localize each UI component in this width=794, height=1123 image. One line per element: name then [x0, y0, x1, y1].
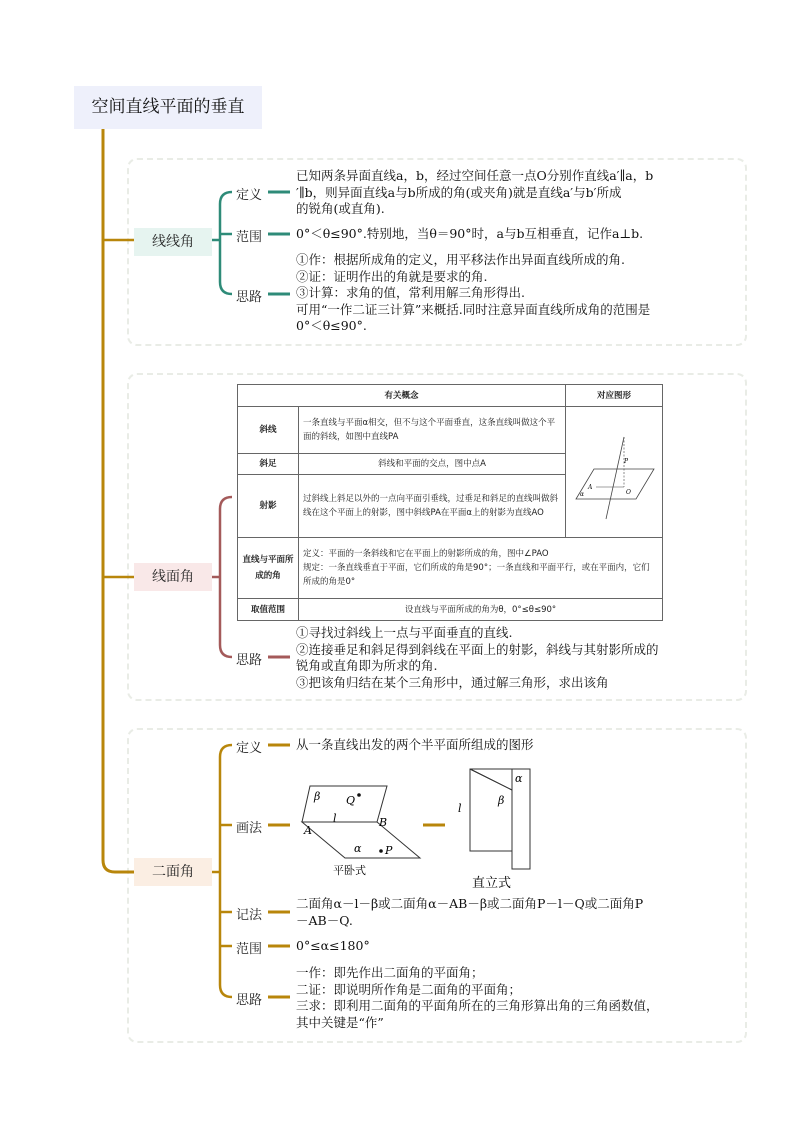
label-definition: 定义: [236, 741, 263, 756]
text-line: 二面角α－l－β或二面角α－AB－β或二面角P－l－Q或二面角P: [296, 896, 644, 911]
fig-label-o: O: [626, 489, 631, 496]
node-line-plane-angle: 线面角: [134, 563, 212, 591]
fig-label-p: P: [624, 458, 629, 465]
table-key: 直线与平面所成的角: [238, 538, 299, 599]
table-key: 射影: [238, 475, 299, 538]
text-line: ②连接垂足和斜足得到斜线在平面上的射影，斜线与其射影所成的: [296, 641, 659, 657]
text-line: 其中关键是“作”: [296, 1014, 384, 1030]
table-value-line: 定义：平面的一条斜线和它在平面上的射影所成的角，图中∠PAO: [303, 549, 549, 559]
text-line: ③计算：求角的值，常利用解三角形得出.: [296, 285, 525, 300]
label-definition: 定义: [236, 188, 263, 203]
text-idea: [296, 965, 659, 1031]
fig-label-alpha: α: [515, 772, 523, 785]
text-line: 锐角或直角即为所求的角.: [296, 658, 438, 673]
text-line: ①作：根据所成角的定义，用平移法作出异面直线所成的角.: [296, 252, 625, 267]
table-key: 取值范围: [238, 599, 299, 621]
table-header: 对应图形: [566, 385, 663, 407]
table-value: 斜线和平面的交点，图中点A: [299, 454, 566, 475]
table-value-line: 规定：一条直线垂直于平面，它们所成的角是90°；一条直线和平面平行，或在平面内，它们所成的角是0°: [303, 563, 650, 587]
fig-caption-flat: 平卧式: [333, 864, 366, 877]
text-line: 的锐角(或直角).: [296, 201, 385, 216]
label-idea: 思路: [236, 290, 263, 305]
text-line: ②证：证明作出的角就是要求的角.: [296, 268, 488, 284]
text-line: －AB－Q.: [296, 912, 353, 928]
text-line: ③把该角归结在某个三角形中，通过解三角形，求出该角: [296, 674, 609, 690]
text-line: 三求：即利用二面角的平面角所在的三角形算出角的三角函数值，: [296, 998, 659, 1013]
text-notation: [296, 896, 643, 929]
table-key: 斜线: [238, 407, 299, 454]
table-header: 有关概念: [238, 385, 566, 407]
table-key: 斜足: [238, 454, 299, 475]
page-title: 空间直线平面的垂直: [74, 86, 262, 129]
fig-label-alpha: α: [580, 491, 585, 498]
fig-label-b: B: [379, 816, 388, 829]
text-line: 二证：即说明所作角是二面角的平面角；: [296, 981, 522, 997]
fig-label-a: A: [304, 824, 312, 837]
fig-caption-upright: 直立式: [472, 876, 512, 891]
table-value: 设直线与平面所成的角为θ，0°≤θ≤90°: [299, 599, 663, 621]
fig-label-alpha: α: [354, 842, 362, 855]
table-value: 一条直线与平面α相交，但不与这个平面垂直，这条直线叫做这个平面的斜线，如图中直线PA: [299, 407, 566, 454]
label-range: 范围: [236, 230, 263, 245]
text-line: 可用“一作二证三计算”来概括.同时注意异面直线所成角的范围是: [296, 301, 651, 317]
text-range: 0°＜θ≤90°.特别地，当θ＝90°时，a与b互相垂直，记作a⊥b.: [296, 226, 644, 241]
text-range: 0°≤α≤180°: [296, 938, 370, 953]
fig-label-beta: β: [314, 790, 321, 803]
node-line-line-angle: 线线角: [134, 228, 212, 256]
text-line: 一作：即先作出二面角的平面角；: [296, 965, 484, 980]
label-drawing: 画法: [236, 821, 263, 836]
fig-label-beta: β: [498, 794, 505, 807]
text-definition: 从一条直线出发的两个半平面所组成的图形: [296, 737, 534, 752]
fig-label-p: P: [385, 844, 393, 857]
label-idea: 思路: [236, 993, 263, 1008]
fig-label-l: l: [458, 802, 462, 815]
text-line: 0°＜θ≤90°.: [296, 318, 367, 333]
text-line: ′∥b，则异面直线a与b所成的角(或夹角)就是直线a′与b′所成: [296, 184, 622, 200]
fig-label-a: A: [588, 484, 593, 491]
node-dihedral-angle: 二面角: [134, 858, 212, 886]
label-range: 范围: [236, 942, 263, 957]
label-idea: 思路: [236, 653, 263, 668]
fig-label-q: Q: [346, 794, 356, 807]
text-line: ①寻找过斜线上一点与平面垂直的直线.: [296, 625, 513, 640]
fig-label-l: l: [333, 812, 337, 825]
table-value: 过斜线上斜足以外的一点向平面引垂线，过垂足和斜足的直线叫做斜线在这个平面上的射影，图中斜线PA在平面α上的射影为直线AO: [299, 475, 566, 538]
label-notation: 记法: [236, 908, 263, 923]
text-line: 已知两条异面直线a，b，经过空间任意一点O分别作直线a′∥a，b: [296, 168, 654, 183]
